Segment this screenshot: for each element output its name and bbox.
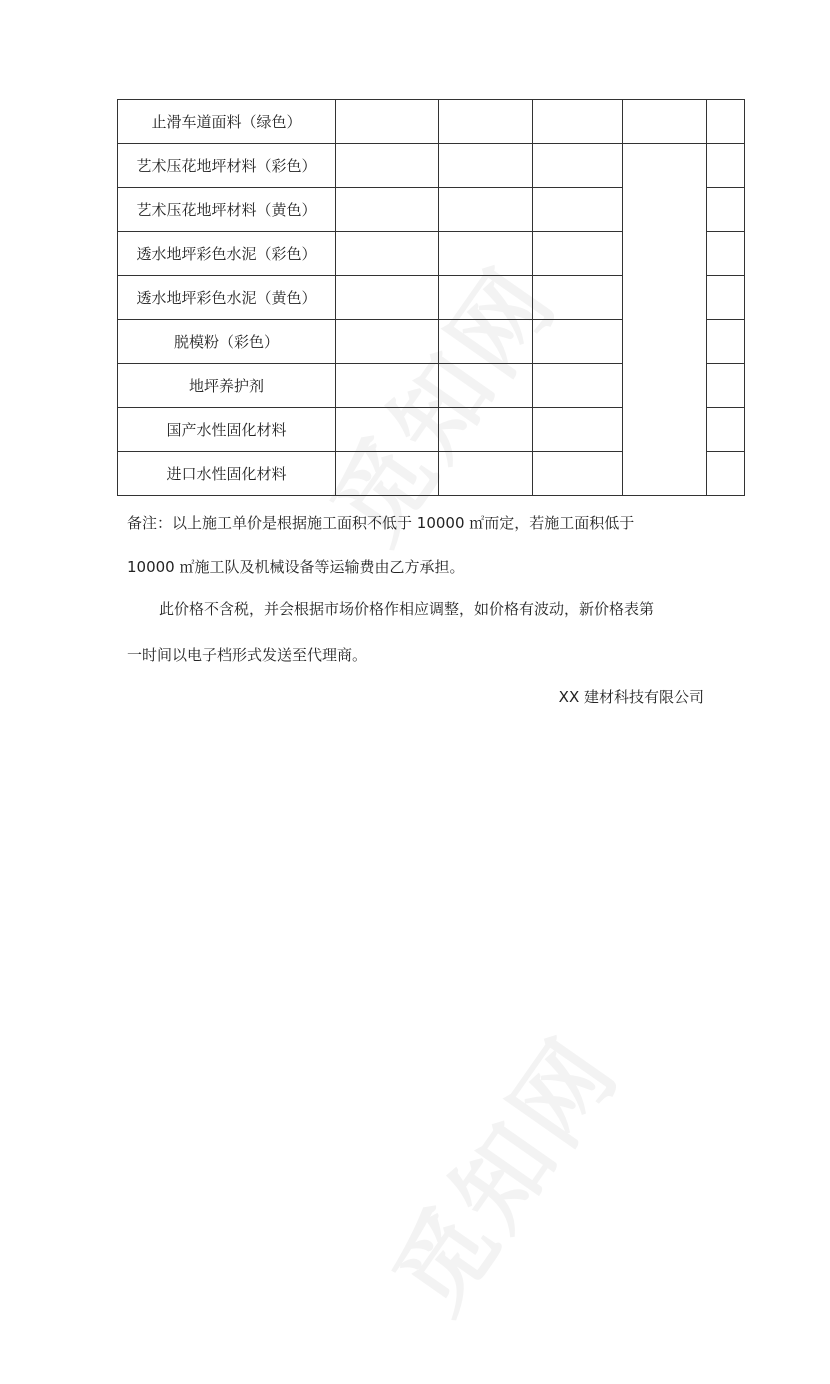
table-cell — [533, 320, 623, 364]
product-name-cell: 透水地坪彩色水泥（彩色） — [118, 232, 336, 276]
product-name-cell: 地坪养护剂 — [118, 364, 336, 408]
table-cell — [336, 276, 439, 320]
table-cell — [336, 320, 439, 364]
table-cell — [707, 364, 745, 408]
table-cell — [707, 276, 745, 320]
table-cell — [707, 144, 745, 188]
table-cell — [439, 408, 533, 452]
watermark-bottom — [296, 956, 704, 1384]
table-cell — [439, 452, 533, 496]
table-cell — [533, 364, 623, 408]
table-cell — [707, 452, 745, 496]
table-cell — [439, 188, 533, 232]
note-line-4: 一时间以电子档形式发送至代理商。 — [127, 646, 368, 664]
product-name-cell: 艺术压花地坪材料（黄色） — [118, 188, 336, 232]
table-cell — [533, 144, 623, 188]
product-name-cell: 艺术压花地坪材料（彩色） — [118, 144, 336, 188]
table-cell — [533, 232, 623, 276]
product-name-cell: 止滑车道面料（绿色） — [118, 100, 336, 144]
product-name-cell: 国产水性固化材料 — [118, 408, 336, 452]
table-cell — [533, 276, 623, 320]
table-cell — [707, 188, 745, 232]
note-line-3: 此价格不含税，并会根据市场价格作相应调整，如价格有波动，新价格表第 — [159, 600, 655, 618]
table-cell — [439, 276, 533, 320]
table-cell — [336, 144, 439, 188]
table-cell — [533, 408, 623, 452]
table-cell — [336, 408, 439, 452]
table-row — [118, 100, 745, 144]
table-cell — [336, 188, 439, 232]
table-cell — [439, 232, 533, 276]
table-cell — [707, 320, 745, 364]
table-cell — [439, 100, 533, 144]
table-cell — [336, 232, 439, 276]
table-cell — [623, 100, 707, 144]
table-cell — [707, 232, 745, 276]
table-cell — [439, 144, 533, 188]
table-cell — [707, 408, 745, 452]
price-table — [117, 99, 745, 496]
product-name-cell: 脱模粉（彩色） — [118, 320, 336, 364]
note-line-1: 备注：以上施工单价是根据施工面积不低于 10000 ㎡而定，若施工面积低于 — [127, 514, 635, 532]
product-name-cell: 透水地坪彩色水泥（黄色） — [118, 276, 336, 320]
table-cell — [707, 100, 745, 144]
table-cell — [533, 188, 623, 232]
table-cell — [336, 452, 439, 496]
table-cell — [533, 100, 623, 144]
product-name-cell: 进口水性固化材料 — [118, 452, 336, 496]
table-cell — [439, 364, 533, 408]
table-row — [118, 144, 745, 188]
table-cell — [336, 100, 439, 144]
merged-cell — [623, 144, 707, 496]
company-signature: XX 建材科技有限公司 — [558, 688, 704, 706]
table-cell — [439, 320, 533, 364]
table-cell — [533, 452, 623, 496]
table-cell — [336, 364, 439, 408]
note-line-2: 10000 ㎡施工队及机械设备等运输费由乙方承担。 — [127, 558, 465, 576]
